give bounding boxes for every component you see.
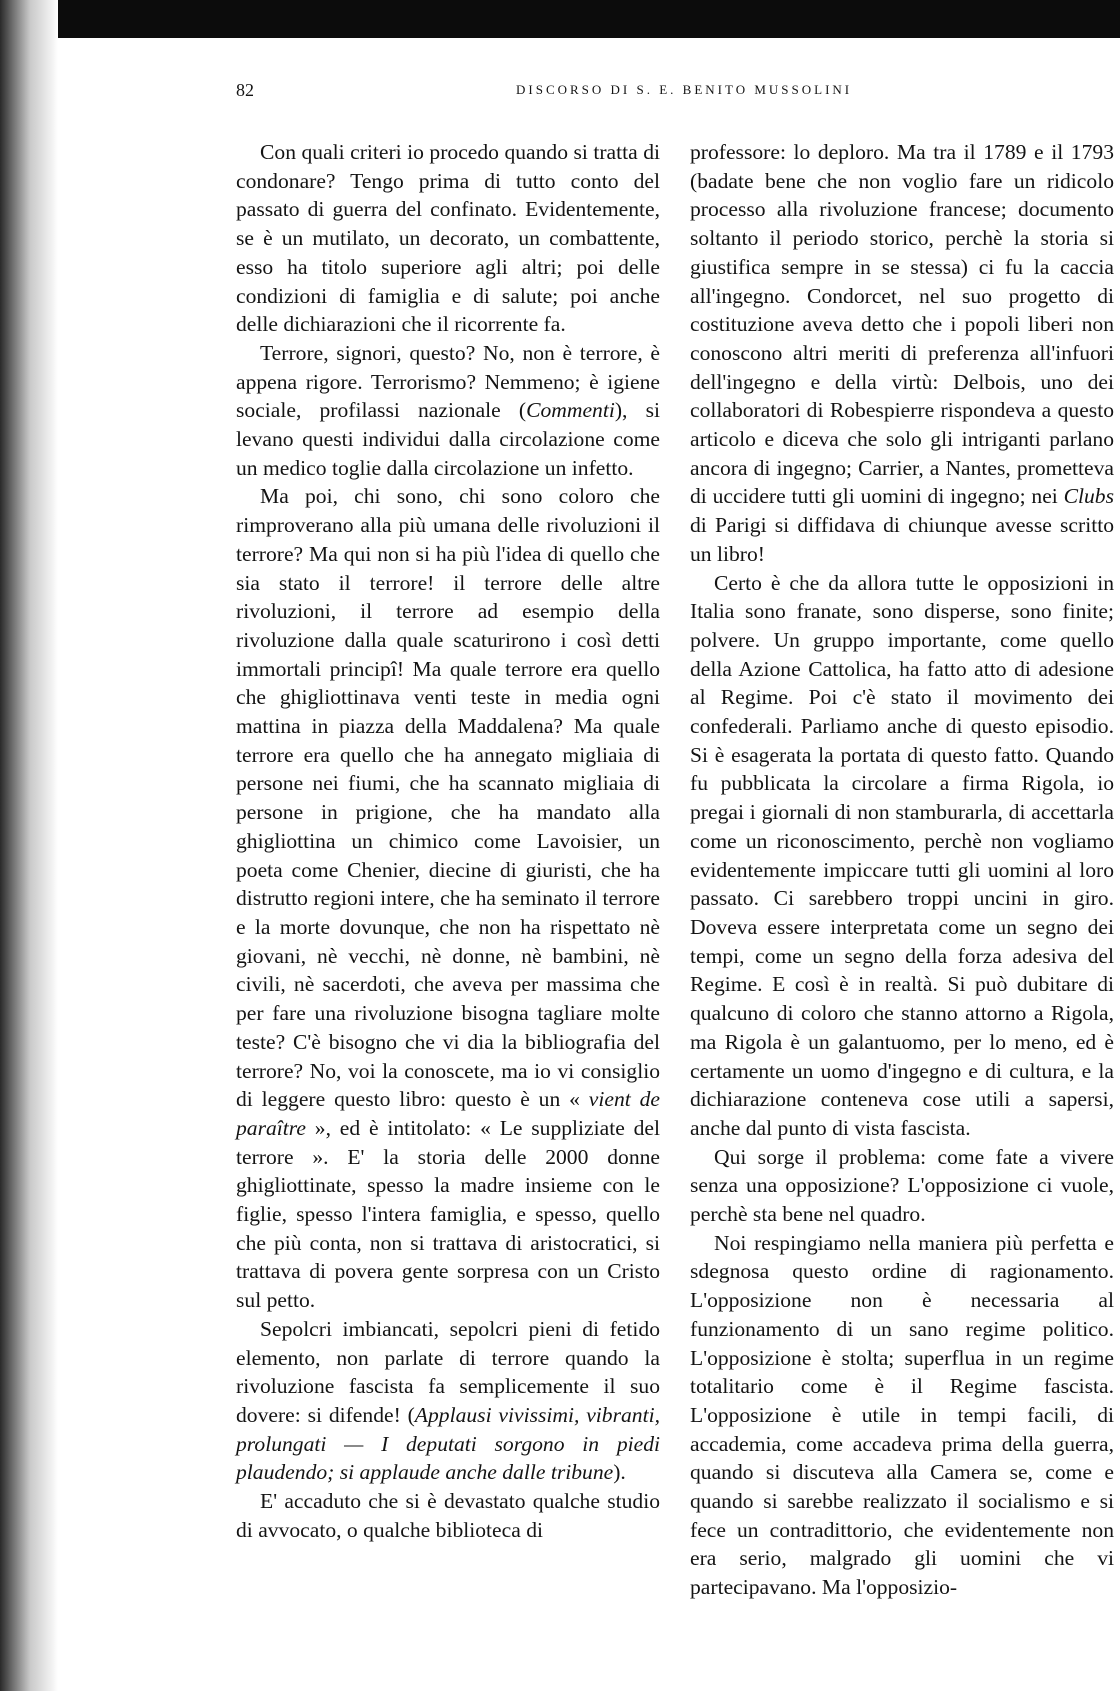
paragraph	[690, 569, 1114, 1143]
text-run: Qui sorge il problema: come fate a vivere senza una opposizione? L'opposizione ci vuole, perchè sta bene nel quadro.	[690, 1144, 1114, 1227]
text-run: », ed è intitolato: « Le suppliziate del terrore ». E' la storia delle 2000 donne ghigliottinate, spesso la madre insieme con le figlie, spesso l'intera famiglia, e spesso, quello che più conta, non si trattava di aristocratici, si trattava di povera gente sorpresa con un Cristo sul petto.	[236, 1115, 660, 1313]
text-run: Terrore, signori, questo? No, non è terrore, è appena rigore. Terrorismo? Nemmeno; è igiene sociale, profilassi nazionale (	[236, 340, 660, 423]
paragraph	[236, 138, 660, 339]
page-header	[236, 80, 1110, 108]
italic-text: Applausi vivissimi, vibranti, prolungati — I deputati sorgono in piedi plaudendo; si applaude anche dalle tribune	[236, 1402, 660, 1485]
text-run: Ma poi, chi sono, chi sono coloro che rimproverano alla più umana delle rivoluzioni il terrore? Ma qui non si ha più l'idea di quello che sia stato il terrore! il terrore delle altre rivoluzioni, il terrore ad esempio della rivoluzione dalla quale scaturirono i così detti immortali principî! Ma quale terrore era quello che ghigliottinava venti teste in media ogni mattina in piazza della Maddalena? Ma quale terrore era quello che ha annegato migliaia di persone nei fiumi, che ha scannato migliaia di persone in prigione, che ha mandato alla ghigliottina un chimico come Lavoisier, un poeta come Chenier, diecine di giuristi, che ha distrutto regioni intere, che ha seminato il terrore e la morte dovunque, che non ha rispettato nè giovani, nè vecchi, nè donne, nè bambini, nè civili, nè sacerdoti, che aveva per massima che per fare una rivoluzione bisogna tagliare molte teste? C'è bisogno che vi dia la bibliografia del terrore? No, voi la conoscete, ma io vi consiglio di leggere questo libro: questo è un «	[236, 484, 660, 1112]
paragraph	[236, 339, 660, 483]
page-number: 82	[236, 80, 254, 100]
text-run: Sepolcri imbiancati, sepolcri pieni di fetido elemento, non parlate di terrore quando la rivoluzione fascista fa semplicemente il suo dovere: si difende! (	[236, 1316, 660, 1427]
text-run: Noi respingiamo nella maniera più perfetta e sdegnosa questo ordine di ragionamento. L'opposizione non è necessaria al funzionamento di un sano regime politico. L'opposizione è stolta; superflua in un regime totalitario come è il Regime fascista. L'opposizione è utile in tempi facili, di accademia, come accadeva prima della guerra, quando si discuteva alla Camera se, come e quando si sarebbe realizzato il socialismo e si fece un contradittorio, che evidentemente non era serio, malgrado gli uomini che vi partecipavano. Ma l'opposizio-	[690, 1230, 1114, 1600]
paragraph	[236, 482, 660, 1314]
text-run: E' accaduto che si è devastato qualche studio di avvocato, o qualche biblioteca di	[236, 1489, 660, 1542]
text-run: professore: lo deploro. Ma tra il 1789 e il 1793 (badate bene che non voglio fare un ridicolo processo alla rivoluzione francese; documento soltanto il periodo storico, perchè la storia si giustifica sempre in se stessa) ci fu la caccia all'ingegno. Condorcet, nel suo progetto di costituzione aveva detto che i popoli liberi non conoscono altri meriti di preferenza all'infuori dell'ingegno e della virtù: Delbois, uno dei collaboratori di Robespierre rispondeva a questo articolo e diceva che solo gli intriganti parlano ancora di ingegno; Carrier, a Nantes, prometteva di uccidere tutti gli uomini di ingegno; nei	[690, 140, 1114, 509]
italic-text: Clubs	[1063, 484, 1114, 509]
text-run: ).	[613, 1460, 626, 1485]
book-page	[236, 80, 1114, 1600]
scan-top-border	[0, 0, 1120, 38]
italic-text: Commenti	[526, 398, 615, 423]
text-run: di Parigi si diffidava di chiunque avesse scritto un libro!	[690, 513, 1114, 566]
scan-binding-shadow	[0, 0, 58, 1691]
italic-text: vient de paraître	[236, 1087, 660, 1140]
left-column	[236, 138, 660, 1544]
right-column	[690, 138, 1114, 1602]
paragraph	[690, 1229, 1114, 1602]
text-run: Con quali criteri io procedo quando si tratta di condonare? Tengo prima di tutto conto del passato di guerra del confinato. Evidentemente, se è un mutilato, un decorato, un combattente, esso ha titolo superiore agli altri; poi delle condizioni di famiglia e di salute; poi anche delle dichiarazioni che il ricorrente fa.	[236, 140, 660, 337]
running-title: DISCORSO DI S. E. BENITO MUSSOLINI	[516, 82, 853, 97]
paragraph	[690, 138, 1114, 569]
paragraph	[236, 1315, 660, 1487]
paragraph	[236, 1487, 660, 1544]
paragraph	[690, 1143, 1114, 1229]
text-run: Certo è che da allora tutte le opposizioni in Italia sono franate, sono disperse, sono finite; polvere. Un gruppo importante, come quello della Azione Cattolica, ha fatto atto di adesione al Regime. Poi c'è stato il movimento dei confederali. Parliamo anche di questo episodio. Si è esagerata la portata di questo fatto. Quando fu pubblicata la circolare a firma Rigola, io pregai i giornali di non stamburarla, di accettarla come un riconoscimento, perchè non vogliamo evidentemente impiccare tutti gli uomini al loro passato. Ci sarebbero troppi uncini in giro. Doveva essere interpretata come un segno dei tempi, come un segno della forza adesiva del Regime. E così è in realtà. Si può dubitare di qualcuno di coloro che stanno attorno a Rigola, ma Rigola è un galantuomo, per lo meno, ed è certamente un uomo d'ingegno e di cultura, e la dichiarazione conteneva cose utili a sapersi, anche dal punto di vista fascista.	[690, 570, 1114, 1140]
text-run: ), si levano questi individui dalla circolazione come un medico toglie dalla circolazione un infetto.	[236, 398, 660, 480]
